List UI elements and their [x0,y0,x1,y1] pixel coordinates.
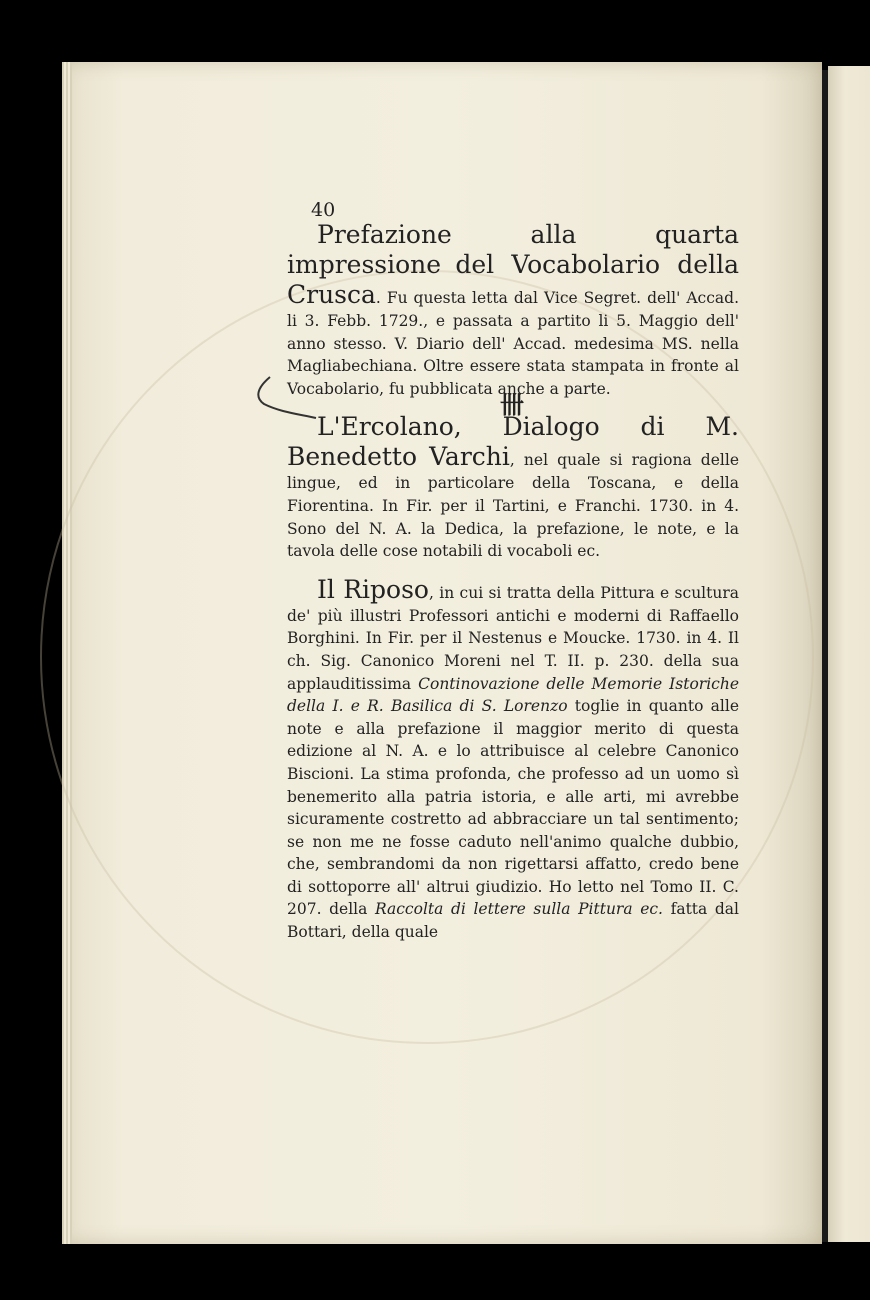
handwritten-bracket-mark [250,372,320,432]
handwritten-margin-mark: 卌 [500,390,521,419]
entry-title: L'Ercolano, Dialogo di M. Benedetto Varchi [287,412,739,472]
entry-body: , in cui si tratta della Pittura e scultura de' più illustri Professori antichi e moderni di Raffaello Borghini. In Fir. per il Nestenus e Moucke. 1730. in 4. Il ch. Sig. Canonico Moreni nel T. II. p. 230. della sua applauditissima [287,583,739,693]
entry-italic-title-2: Raccolta di lettere sulla Pittura ec. [374,900,663,919]
entry-title-cont: del Vocabolario della Crusca [287,250,739,309]
entry-riposo [287,575,739,944]
entry-body-cont: toglie in quanto alle note e alla prefazione il maggior merito di questa edizione al N. A. e lo attribuisce al celebre Canonico Biscioni. La stima profonda, che professo ad un uomo sì benemerito alla patria istoria, e alle arti, mi avrebbe sicuramente costretto ad abbracciare un tal sentimento; se non me ne fosse caduto nell'animo qualche dubbio, che, sembrandomi da non rigettarsi affatto, credo bene di sottoporre all' altrui giudizio. Ho letto nel Tomo II. C. 207. della [287,697,739,919]
entry-title: Il Riposo [317,574,429,604]
entry-italic-title: Continovazione delle Memorie Istoriche della I. e R. Basilica di S. Lorenzo [287,674,739,716]
entry-title: Prefazione alla quarta impressione [287,220,739,279]
entry-body: . Fu questa letta dal Vice Segret. dell' Accad. li 3. Febb. 1729., e passata a partito li 5. Maggio dell' anno stesso. V. Diario dell' Accad. medesima MS. nella Magliabechiana. Oltre essere stata stampata in fronte al Vocabolario, fu pubblicata anche a parte. [287,289,739,398]
entry-prefazione [287,220,739,400]
entry-body: , nel quale si ragiona delle lingue, ed in particolare della Toscana, e della Fiorentina. In Fir. per il Tartini, e Franchi. 1730. in 4. Sono del N. A. la Dedica, la prefazione, le note, e la tavola delle cose notabili di vocaboli ec. [287,451,739,561]
entry-body-end: fatta dal Bottari, della quale [287,900,739,942]
next-page-edge [828,66,870,1242]
page-text [287,200,739,956]
page-number: 40 [311,199,336,221]
entry-ercolano [287,412,739,562]
